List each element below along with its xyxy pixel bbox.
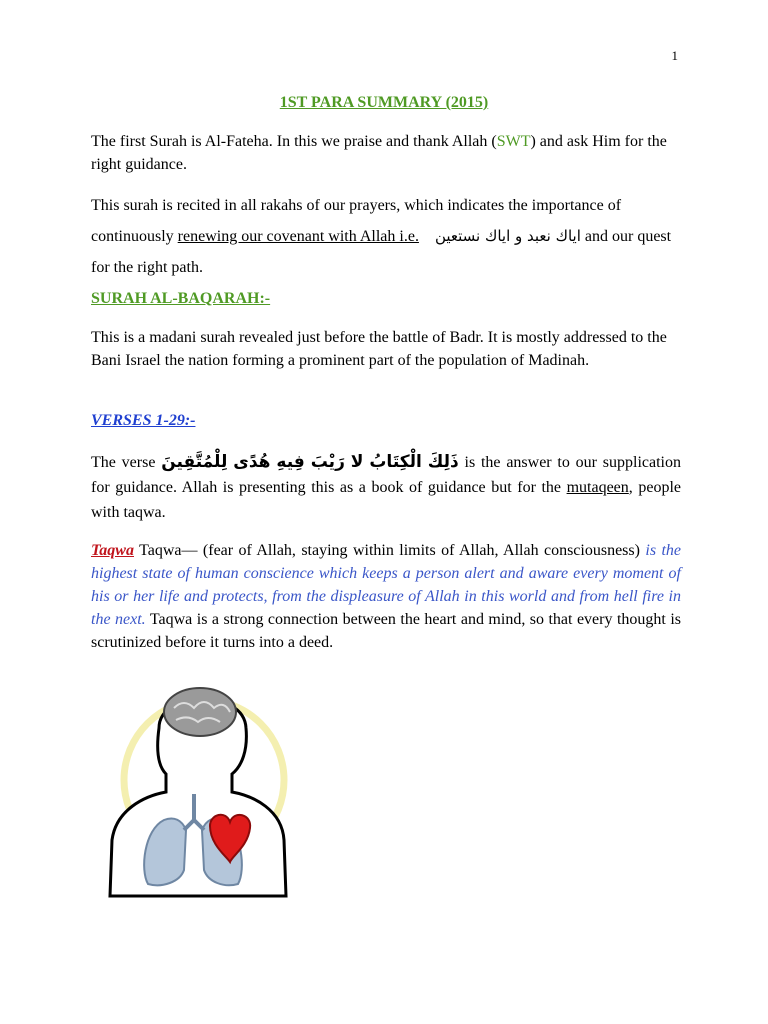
paragraph-taqwa bbox=[91, 539, 681, 654]
arabic-verse: ذَلِكَ الْكِتَابُ لا رَيْبَ فِيهِ هُدًى لِلْمُتَّقِينَ bbox=[161, 452, 459, 472]
p1-text-a: The first Surah is Al-Fateha. In this we praise and thank Allah ( bbox=[91, 133, 497, 150]
p4-text-a: The verse bbox=[91, 454, 162, 471]
paragraph-madani-surah: This is a madani surah revealed just before the battle of Badr. It is mostly addressed to the Bani Israel the nation forming a prominent part of the population of Madinah. bbox=[91, 329, 667, 369]
p2-text-a: This surah is recited in all rakahs of our prayers, which indicates the importance of continuously bbox=[91, 197, 622, 245]
p4-text-b: is the answer to our supplication for guidance. Allah is presenting this as a book of guidance but for the bbox=[91, 454, 682, 496]
paragraph-al-fateha bbox=[91, 130, 681, 176]
p5-text-b: Taqwa is a strong connection between the heart and mind, so that every thought is scrutinized before it turns into a deed. bbox=[91, 611, 681, 651]
taqwa-label: Taqwa bbox=[91, 542, 134, 559]
p4-text-c: , people with taqwa. bbox=[91, 479, 681, 521]
heart-brain-illustration bbox=[104, 670, 294, 898]
page-title: 1ST PARA SUMMARY (2015) bbox=[279, 94, 489, 111]
page-number: 1 bbox=[671, 48, 678, 63]
heading-verses: VERSES 1-29:- bbox=[91, 412, 196, 429]
p1-text-b: ) and ask Him for the right guidance. bbox=[91, 133, 667, 173]
p5-text-a: Taqwa— (fear of Allah, staying within limits of Allah, Allah consciousness) bbox=[133, 542, 646, 559]
swt-text: SWT bbox=[496, 133, 531, 150]
covenant-underlined: renewing our covenant with Allah i.e. bbox=[177, 228, 419, 245]
heading-surah-al-baqarah: SURAH AL-BAQARAH:- bbox=[91, 290, 271, 307]
paragraph-rakahs bbox=[91, 190, 681, 283]
paragraph-verse bbox=[91, 450, 681, 525]
taqwa-definition-italic: is the highest state of human conscience which keeps a person alert and aware every moment of his or her life and protects, from the displeasure of Allah in this world and from hell fire in the next. bbox=[91, 542, 681, 628]
brain-icon bbox=[164, 688, 236, 736]
arabic-iyyaka: اياك نعبد و اياك نستعين bbox=[434, 227, 581, 245]
p2-text-b: and our quest for the right path. bbox=[91, 228, 672, 276]
mutaqeen-underlined: mutaqeen bbox=[566, 479, 629, 496]
